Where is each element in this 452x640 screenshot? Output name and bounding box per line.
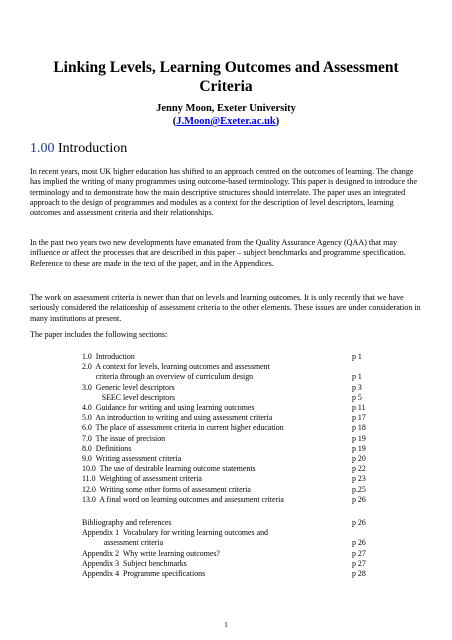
toc-page: p.25: [352, 484, 366, 494]
email-link[interactable]: J.Moon@Exeter.ac.uk: [176, 116, 276, 127]
paragraph: In recent years, most UK higher education has shifted to an approach centred on the outcomes of learning. The change has implied the writing of many programmes using outcome-based terminology. This paper is designed to introduce the terminology and to demonstrate how the main descriptive structures should interrelate. The paper uses an integrated approach to the design of programmes and modules as a context for the description of level descriptors, learning outcomes and assessment criteria and their relationships.: [30, 167, 418, 218]
toc-page: p 26: [352, 494, 366, 504]
toc-row: [82, 495, 382, 505]
toc-label: 6.0 The place of assessment criteria in current higher education: [82, 423, 284, 433]
toc-label: Appendix 3 Subject benchmarks: [82, 558, 187, 568]
toc-row: [82, 474, 382, 484]
toc-page: [352, 528, 382, 538]
toc-label: 4.0 Guidance for writing and using learning outcomes: [82, 403, 255, 413]
toc-row: [82, 569, 382, 579]
toc-row: [82, 403, 382, 413]
toc-label: assessment criteria: [82, 538, 164, 548]
toc-label: 12.0 Writing some other forms of assessment criteria: [82, 484, 251, 494]
toc-row: [82, 559, 382, 569]
toc-row: [82, 352, 382, 362]
toc-page: p 1: [352, 372, 362, 382]
toc-page: [352, 362, 382, 372]
toc-page: p 5: [352, 392, 362, 402]
toc-row: [82, 423, 382, 433]
section-heading: [30, 140, 127, 157]
toc-page: p 28: [352, 569, 366, 579]
page-number: 1: [224, 620, 228, 629]
toc-label: SEEC level descriptors: [82, 392, 175, 402]
toc-row: [82, 434, 382, 444]
toc-row: [82, 464, 382, 474]
toc-label: 7.0 The issue of precision: [82, 433, 166, 443]
toc-page: p 19: [352, 443, 366, 453]
toc-page: p 27: [352, 558, 366, 568]
toc-page: p 11: [352, 403, 366, 413]
toc-label: 9.0 Writing assessment criteria: [82, 454, 182, 464]
author-line: Jenny Moon, Exeter University: [156, 103, 296, 114]
toc-row: [82, 393, 382, 403]
section-number: 1.00: [30, 141, 55, 156]
toc-page: p 3: [352, 382, 362, 392]
toc-row: [82, 362, 382, 372]
toc-label: Appendix 1 Vocabulary for writing learning outcomes and: [82, 528, 268, 538]
toc-row: [82, 444, 382, 454]
toc-label: Appendix 4 Programme specifications: [82, 569, 206, 579]
toc-label: 1.0 Introduction: [82, 352, 135, 361]
toc-page: p 18: [352, 423, 366, 433]
paragraph: The work on assessment criteria is newer than that on levels and learning outcomes. It is only recently that we have seriously considered the relationship of assessment criteria to the other elements. These issues are under consideration in many institutions at present.: [30, 293, 421, 323]
toc-page: p 26: [352, 538, 366, 548]
toc-page: p 19: [352, 433, 366, 443]
toc-label: 3.0 Generic level descriptors: [82, 382, 175, 392]
toc-row: [82, 413, 382, 423]
toc-label: criteria through an overview of curriculum design: [82, 372, 254, 382]
appendix-list: [82, 518, 382, 579]
toc-row: [82, 518, 382, 528]
toc-label: 10.0 The use of desirable learning outcome statements: [82, 464, 256, 474]
toc-page: p 22: [352, 464, 366, 474]
toc-label: 8.0 Definitions: [82, 443, 132, 453]
section-title: Introduction: [58, 141, 128, 156]
toc-label: Bibliography and references: [82, 518, 172, 527]
toc-page: p 23: [352, 474, 366, 484]
toc-label: 2.0 A context for levels, learning outcomes and assessment: [82, 362, 270, 372]
paragraph: In the past two years two new developments have emanated from the Quality Assurance Agency (QAA) that may influence or affect the processes that are described in this paper – subject benchmarks and programme specification. Reference to these are made in the text of the paper, and in the Appendices.: [30, 238, 406, 268]
paragraph: The paper includes the following sections:: [30, 330, 168, 339]
toc-row: [82, 485, 382, 495]
toc-row: [82, 372, 382, 382]
toc-row: [82, 454, 382, 464]
toc-row: [82, 538, 382, 548]
toc-row: [82, 549, 382, 559]
table-of-contents: [82, 352, 382, 505]
toc-row: [82, 528, 382, 538]
toc-row: [82, 383, 382, 393]
email-line: (J.Moon@Exeter.ac.uk): [172, 116, 280, 127]
toc-page: p 20: [352, 454, 366, 464]
toc-page: p 1: [352, 352, 362, 361]
toc-label: 11.0 Weighting of assessment criteria: [82, 474, 202, 484]
document-title: Linking Levels, Learning Outcomes and Assessment Criteria: [53, 59, 399, 95]
toc-page: p 27: [352, 548, 366, 558]
toc-label: Appendix 2 Why write learning outcomes?: [82, 548, 220, 558]
toc-label: 5.0 An introduction to writing and using assessment criteria: [82, 413, 273, 423]
toc-page: p 17: [352, 413, 366, 423]
toc-page: p 26: [352, 518, 366, 527]
toc-label: 13.0 A final word on learning outcomes and assessment criteria: [82, 494, 284, 504]
